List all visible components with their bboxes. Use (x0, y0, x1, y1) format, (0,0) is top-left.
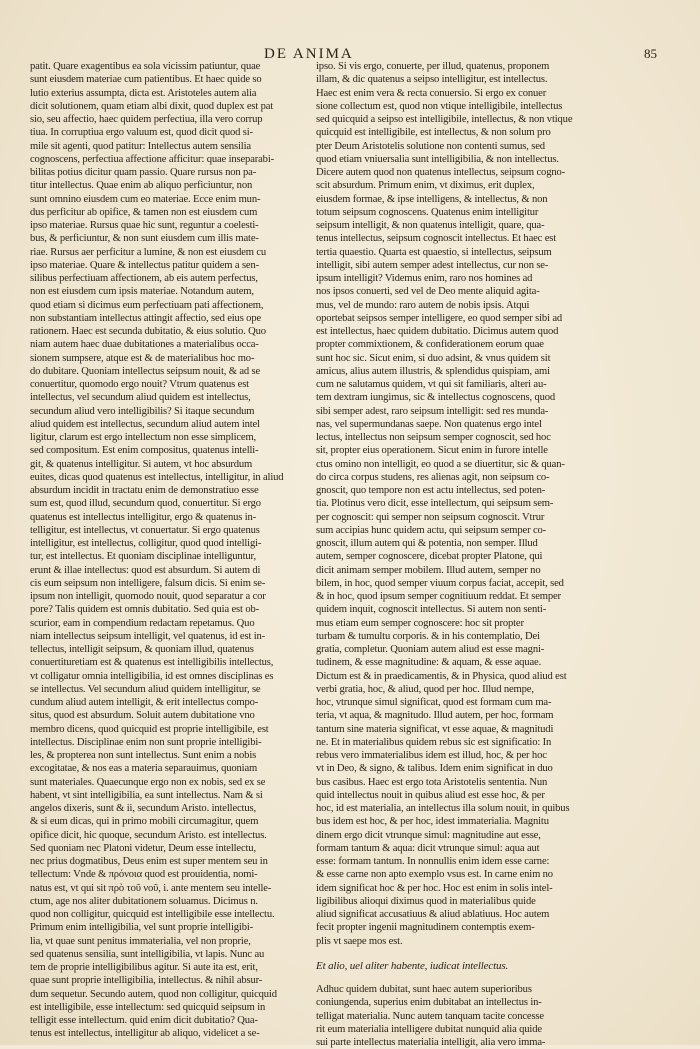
text-line: ctum, age nos aliter dubitationem soluamus. Dicimus n. (30, 895, 258, 907)
text-line: niam autem haec duae dubitationes a materialibus occa- (30, 339, 259, 351)
text-line: intellectus. Disciplinae enim non sunt proprie intelligibi- (30, 736, 262, 748)
text-line: lectus, intellectus non seipsum semper cognoscit, sed hoc (316, 432, 551, 443)
text-line: vt in Deo, & signo, & talibus. Idem enim significat in duo (316, 763, 553, 775)
text-line: sum accipias hunc quidem actu, qui seipsum semper co- (316, 524, 547, 536)
text-line: tiua. In corruptiua ergo valuum est, quod dicit quod si- (30, 127, 253, 139)
text-line: aliud significat accusatiuus & aliud ablatiuus. Hoc autem (316, 909, 550, 920)
text-line: Sed quoniam nec Platoni videtur, Deum esse intellectu, (30, 842, 256, 854)
right-column-body (316, 60, 588, 948)
text-line: silibus perfectiuam affectionem, ab eis autem perfectus, (30, 273, 258, 284)
text-line: scurior, eam in compendium redactam repetamus. Quo (30, 617, 255, 629)
text-line: illam, & dic quatenus a seipso intelligitur, est intellectus. (316, 74, 548, 86)
text-line: verbi gratia, hoc, & aliud, quod per hoc. Illud nempe, (316, 683, 534, 695)
text-line: pore? Talis quidem est omnis dubitatio. Sed quia est ob- (30, 604, 259, 616)
running-title: DE ANIMA (264, 46, 354, 62)
text-line: niam intellectus seipsum intelligit, vel quatenus, id est in- (30, 630, 266, 642)
section-subheading: Et alio, uel aliter habente, iudicat intellectus. (316, 959, 509, 972)
text-line: Dicere autem quod non quatenus intellectus, seipsum cogno- (316, 167, 566, 178)
text-line: tertia quaestio. Quarta est quaestio, si intellectus, seipsum (316, 246, 552, 258)
text-line: ctus omino non intelligit, eo quod a se diuertitur, sic & quan- (316, 458, 565, 470)
text-line: quicquid est intelligibile, est intellectus, & non solum pro (316, 127, 551, 139)
text-line: bilem, in hoc, quod semper viuum corpus faciat, accepit, sed (316, 577, 564, 589)
text-line: tenus intellectus, seipsum cognoscit intellectus. Et haec est (316, 233, 557, 245)
text-line: teria, vt aqua, & magnitudo. Illud autem, per hoc, formam (316, 710, 554, 722)
text-line: ipso. Si vis ergo, conuerte, per illud, quatenus, proponem (316, 61, 550, 72)
text-line: ipso materiae. Quare & intellectus patitur quidem a sen- (30, 259, 259, 271)
text-line: tenus est intellectus, intelligitur ab aliquo, videlicet a se- (30, 1028, 260, 1040)
text-line: tia. Plotinus vero dicit, esse intellectum, qui seipsum sem- (316, 498, 554, 510)
text-line: telligitur, est intellectus, vt conuertatur. Si ergo quatenus (30, 524, 260, 536)
text-line: do dubitare. Quoniam intellectus seipsum nouit, & ad se (30, 365, 261, 377)
text-line: & si eum dicas, qui in primo mobili circumagitur, quem (30, 816, 259, 828)
text-line: & in hoc, quod ipsum semper cognitiuum reddat. Et semper (316, 591, 561, 602)
text-line: nas, vel supermundanas saepe. Non quatenus ergo intel (316, 418, 542, 430)
text-line: ipso materiae. Rursus quae hic sunt, reguntur a coelesti- (30, 220, 259, 231)
text-line: conuertituretiam est & quatenus est intelligibilis intellectus, (30, 657, 274, 669)
text-line: dus perficitur ab opifice, & tamen non est eiusdem cum (30, 206, 258, 218)
text-line: Dictum est & in praedicamentis, & in Physica, quod aliud est (316, 670, 567, 682)
text-line: rit eum materialia intelligere dubitat nunquid alia quide (316, 1023, 542, 1035)
text-line: Primum enim intelligibilia, vel sunt proprie intelligibi- (30, 922, 254, 934)
right-text-column (316, 60, 588, 1049)
text-line: tur, est intellectus. Et quoniam disciplinae intelliguntur, (30, 551, 256, 563)
text-line: dicit animam semper mobilem. Illud autem, semper no (316, 564, 541, 576)
text-line: secundum aliud vero intelligibilis? Si itaque secundum (30, 405, 255, 417)
text-line: natus est, vt qui sit πρὸ τοῦ νοῦ, i. ante mentem seu intelle- (30, 882, 272, 894)
text-line: sionem sumpsere, atque est & de materialibus hoc mo- (30, 352, 255, 364)
text-line: erunt & illae intellectus: quod est absurdum. Si autem di (30, 564, 261, 576)
text-line: sed quicquid a seipso est intelligibile, intellectus, & non vtique (316, 114, 573, 125)
text-line: sit, propter eius operationem. Sicut enim in furore intelle (316, 445, 548, 457)
text-line: eiusdem formae, & ipse intelligens, & intellectus, & non (316, 193, 548, 205)
text-line: intelligitur, est intellectus, colligitur, quod quod intelligi- (30, 538, 262, 549)
text-line: Haec est enim vera & recta conuersio. Si ergo ex conuer (316, 87, 547, 99)
text-line: Adhuc quidem dubitat, sunt haec autem superioribus (316, 984, 532, 995)
text-line: aliud quidem est intellectus, secundum aliud autem intel (30, 418, 260, 430)
text-line: cis eum seipsum non intelligere, falsum dicis. Si enim se- (30, 577, 266, 589)
text-line: oportebat seipsos semper intelligere, eo quod semper sibi ad (316, 312, 563, 324)
text-line: propter commixtionem, & confiderationem eorum quae (316, 339, 544, 351)
text-line: amicus, alius autem illustris, & splendidus quispiam, ami (316, 365, 550, 377)
text-line: patit. Quare exagentibus ea sola vicissim patiuntur, quae (30, 61, 261, 72)
text-line: quidem inquit, cognoscit intellectus. Si autem non senti- (316, 604, 547, 616)
text-line: tantum sine materia significat, vt esse aquae, & magnitudi (316, 723, 554, 735)
left-text-column (30, 60, 313, 1041)
text-line: mile sit agenti, quod patitur: Intellectus autem sensilia (30, 140, 251, 152)
text-line: tudinem, & esse magnitudine: & aquam, & esse aquae. (316, 657, 542, 669)
text-line: intellectus, vel secundum aliud quidem est intellectus, (30, 392, 251, 404)
text-line: pter Deum Aristotelis solutione non contenti sumus, sed (316, 140, 545, 152)
text-line: sio, seu affectio, haec quidem perfectiua, illa vero corrup (30, 114, 263, 125)
text-line: idem significat hoc & per hoc. Hoc est enim in solis intel- (316, 882, 553, 894)
text-line: quae sunt proprie intelligibilia, intellectus. & nihil absur- (30, 975, 263, 987)
text-line: quod non colligitur, quicquid est intelligibile esse intellectu. (30, 909, 275, 920)
text-line: intelligit, sibi autem semper adest intellectus, cur non se- (316, 259, 549, 271)
text-line: telligat materialia. Nunc autem tanquam tacite concesse (316, 1010, 544, 1022)
text-line: fecit propter ingenii magnitudinem contemptis exem- (316, 922, 535, 934)
text-line: conuertitur, quomodo ergo nouit? Vtrum quatenus est (30, 379, 249, 390)
text-line: tem de proprie intelligibilibus agitur. Si aute ita est, erit, (30, 962, 258, 973)
text-line: totum seipsum cognoscens. Quatenus enim intelligitur (316, 206, 539, 218)
text-line: mus etiam eum semper cognoscere: hoc sit propter (316, 617, 524, 629)
text-line: per cognoscit: qui semper non seipsum cognoscit. Vtrur (316, 511, 545, 523)
text-line: mus, vel de mundo: raro autem de nobis ipsis. Atqui (316, 299, 530, 311)
text-line: euites, dicas quod quatenus est intellectus, intelligitur, in aliud (30, 471, 284, 483)
text-line: ligibilibus alioqui diximus quod in materialibus quide (316, 895, 536, 907)
text-line: ligitur, clarum est ergo intellectum non esse simplicem, (30, 432, 257, 443)
text-line: sione collectum est, quod non vtique intelligibile, intellectus (316, 100, 563, 112)
text-line: quatenus est intellectus intelligitur, ergo & quatenus in- (30, 511, 257, 523)
text-line: rebus vero immaterialibus idem est illud, hoc, & per hoc (316, 750, 547, 761)
text-line: scit absurdum. Primum enim, vt diximus, erit duplex, (316, 180, 535, 192)
text-line: & esse carne non apto exemplo vsus est. In carne enim no (316, 869, 553, 881)
text-line: hoc, vtrunque simul significat, quod est formam cum ma- (316, 697, 552, 708)
text-line: se intellectus. Vel secundum aliud quidem intelligitur, se (30, 683, 261, 695)
text-line: quod etiam vniuersalia sunt intelligibilia, & non intellectus. (316, 153, 559, 165)
text-line: cundum aliud autem intelligit, & erit intellectus compo- (30, 697, 259, 708)
text-line: sunt hoc sic. Sicut enim, si duo adsint, & vnus quidem sit (316, 352, 551, 364)
text-line: dum sequetur. Secundo autem, quod non colligitur, quicquid (30, 988, 277, 1000)
text-line: non substantiam intellectus attingit affectio, sed eius ope (30, 312, 262, 324)
text-line: bus idem est hoc, & per hoc, idest immaterialia. Magnitu (316, 816, 549, 828)
text-line: est intellectus, haec quidem dubitatio. Dicimus autem quod (316, 326, 559, 337)
text-line: sibi semper adest, raro seipsum intelligit: sed res munda- (316, 405, 549, 417)
text-line: non est eiusdem cum ipsis materiae. Notandum autem, (30, 286, 254, 298)
text-line: nos ipsos conuerti, sed vel de Deo mente aliquid agita- (316, 286, 540, 298)
text-line: dinem ergo dicit vtrunque simul: magnitudine aut esse, (316, 829, 541, 841)
text-line: coniungenda, superius enim dubitabat an intellectus in- (316, 997, 542, 1009)
page-number: 85 (644, 46, 657, 61)
text-line: do circa corpus studens, res alienas agit, non seipsum co- (316, 471, 550, 483)
text-line: sunt materiales. Quaecunque ergo non ex nobis, sed ex se (30, 776, 266, 788)
text-line: lia, vt quae sunt penitus immaterialia, vel non proprie, (30, 935, 251, 947)
text-line: bus casibus. Haec est ergo tota Aristotelis sententia. Nun (316, 776, 548, 788)
text-line: gratia, completur. Quoniam autem aliud est esse magni- (316, 644, 545, 655)
text-line: tem dextram iungimus, sic & intellectus cognoscens, quod (316, 392, 556, 404)
text-line: ipsum intelligit? Videmus enim, raro nos homines ad (316, 273, 533, 284)
text-line: sui parte intellectus materialia intelligit, alia vero imma- (316, 1037, 546, 1048)
text-line: cognoscens, perfectiua affectione afficitur: quae inseparabi- (30, 153, 274, 165)
text-line: telligit esse intellectum. quid enim dicit dubitatio? Qua- (30, 1015, 258, 1026)
text-line: riae. Rursus aer perficitur a lumine, & non est eiusdem cu (30, 246, 267, 258)
text-line: tellectus, intelligit seipsum, & quoniam illud, quatenus (30, 644, 254, 655)
text-line: gnoscit, illum autem qui & potentia, non semper. Illud (316, 538, 538, 549)
text-line: sunt omnino eiusdem cum eo materiae. Ecce enim mun- (30, 193, 261, 205)
text-line: turbam & tumultu corporis. & in his contemplatio, Dei (316, 630, 540, 642)
text-line: dicit solutionem, quam etiam albi dixit, quod duplex est pat (30, 100, 274, 112)
text-line: opifice dicit, hic quoque, secundum Aristo. est intellectus. (30, 829, 267, 841)
text-line: formam tantum & aqua: dicit vtrunque simul: aqua aut (316, 842, 540, 854)
text-line: git, & quatenus intelligitur. Si autem, vt hoc absurdum (30, 458, 253, 470)
text-line: les, & propterea non sunt intellectus. Sunt enim a nobis (30, 750, 257, 761)
right-column-continuation (316, 983, 588, 1049)
text-line: bilitas potius dicitur quam passio. Quare rursus non pa- (30, 167, 257, 178)
text-line: hoc, id est materialia, an intellectus illa solum nouit, in quibus (316, 803, 570, 814)
text-line: sed compositum. Est enim compositus, quatenus intelli- (30, 445, 259, 457)
text-line: cum ne salutamus quidem, vt qui sit familiaris, alteri au- (316, 379, 547, 390)
text-line: situs, quod est absurdum. Soluit autem dubitatione vno (30, 710, 255, 722)
text-line: quod etiam si dicimus eum perfectiuam pati affectionem, (30, 299, 264, 311)
text-line: membro dicens, quod quicquid est proprie intelligibile, est (30, 723, 269, 735)
text-line: lutio exterius assumpta, dicta est. Aristoteles autem alia (30, 87, 257, 99)
text-line: tellectum: Vnde & πρόνοια quod est prouidentia, nomi- (30, 869, 258, 881)
text-line: excogitatae, & nos eas a materia separauimus, quoniam (30, 763, 258, 775)
text-line: esse: formam tantum. In nonnullis enim idem esse carne: (316, 856, 550, 867)
text-line: est intelligibile, esse intellectum: sed quicquid seipsum in (30, 1001, 266, 1013)
text-line: sunt eiusdem materiae cum patientibus. Et haec quide so (30, 74, 262, 86)
text-line: vt colligatur omnia intelligibilia, id est omnes disciplinas es (30, 670, 274, 682)
text-line: bus, & perficiuntur, & non sunt eiusdem cum illis mate- (30, 233, 259, 245)
text-line: nec prius dogmatibus, Deus enim est super mentem seu in (30, 856, 268, 867)
text-line: absurdum incidit in tractatu enim de demonstratiuo esse (30, 485, 259, 496)
text-line: sum est, quod illud, secundum quod, conuertitur. Si ergo (30, 498, 261, 510)
text-line: quid intellectus nouit in quibus aliud est esse hoc, & per (316, 789, 545, 801)
text-line: angelos dixeris, sunt & ii, secundum Aristo. intellectus, (30, 803, 256, 814)
text-line: titur intellectus. Quae enim ab aliquo perficiuntur, non (30, 180, 253, 192)
text-line: autem, semper cognoscere, dicebat propter Platone, qui (316, 551, 543, 563)
text-line: rationem. Haec est secunda dubitatio, & eius solutio. Quo (30, 326, 266, 337)
text-line: plis vt saepe mos est. (316, 935, 403, 947)
text-line: seipsum intelligit, & non quatenus intelligit, quare, qua- (316, 220, 545, 231)
text-line: gnoscit, quo tempore non est actu intellectus, sed poten- (316, 485, 546, 496)
text-line: ne. Et in materialibus quidem rebus sic est significatio: In (316, 736, 552, 748)
text-line: ipsum non intelligit, quomodo nouit, quod separatur a cor (30, 591, 266, 602)
text-line: habent, vt sint intelligibilia, ea sunt intellectus. Nam & si (30, 789, 263, 801)
text-line: sed quatenus sensilia, sunt intelligibilia, vt lapis. Nunc au (30, 948, 265, 960)
